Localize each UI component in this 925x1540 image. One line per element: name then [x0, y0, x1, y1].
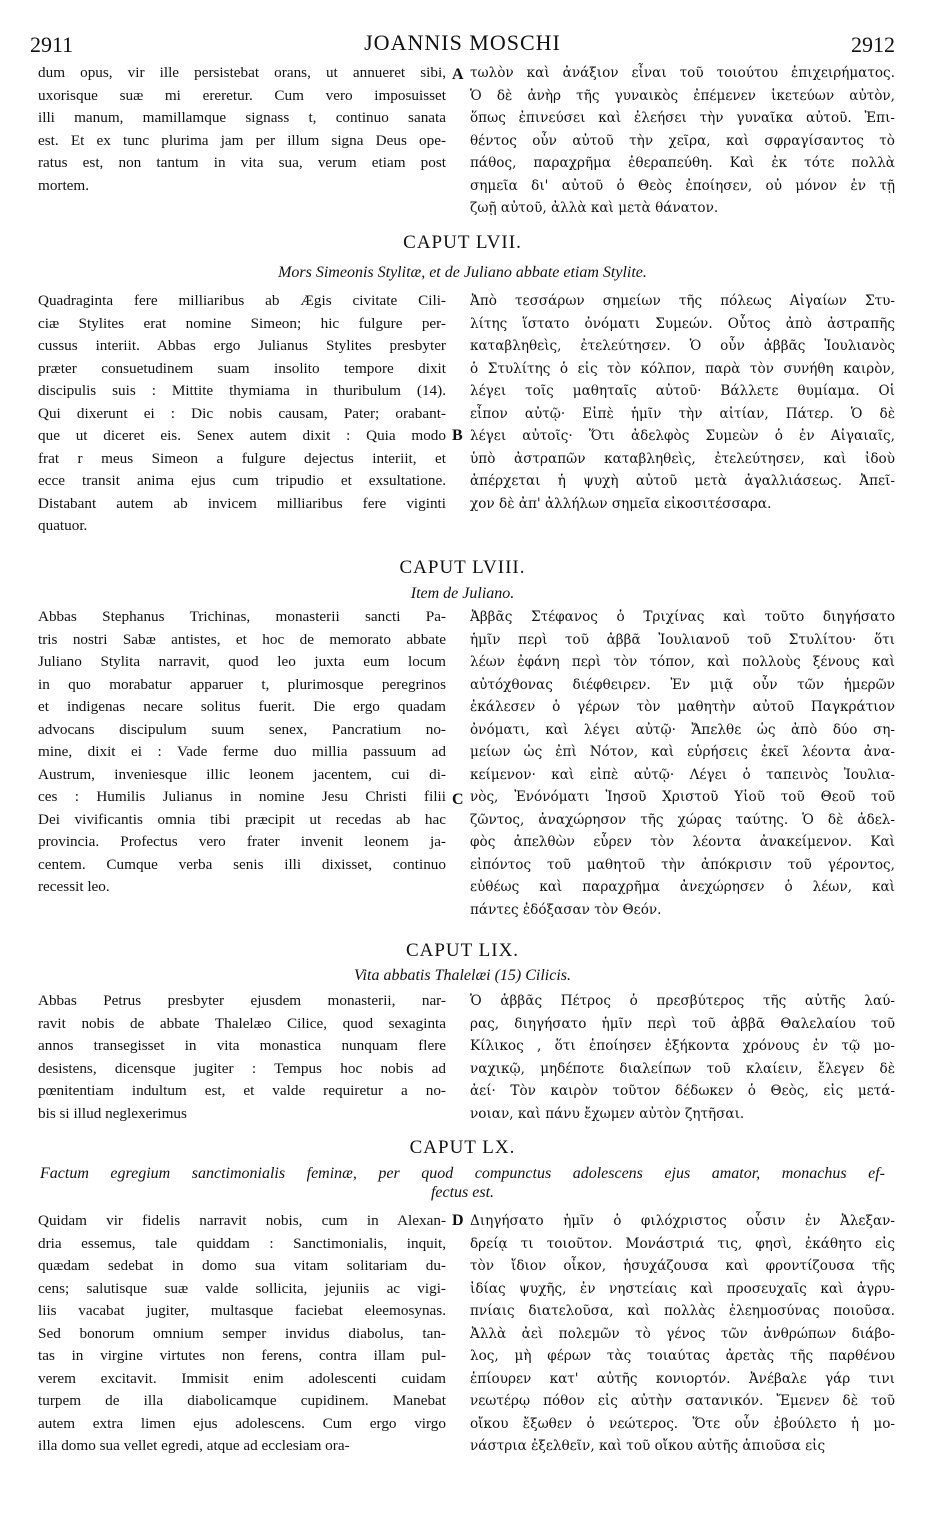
text-line: Austrum, inveniesque illic leonem jacentem, cui di- [38, 765, 446, 783]
text-line: ναχικῷ, μηδέποτε διαλείπων τοῦ κλαίειν, ἔλεγεν δὲ [470, 1060, 895, 1077]
text-line: σημεῖα δι' αὐτοῦ ὁ Θεὸς ἐποίησεν, οὐ μόνον ἐν τῇ [470, 177, 895, 194]
text-line: Διηγήσατο ἡμῖν ὁ φιλόχριστος οὗσιν ἐν Ἀλεξαν- [470, 1213, 895, 1229]
text-line: πάθος, παραχρῆμα ἐθεραπεύθη. Καὶ ἐκ τότε πολλὰ [470, 155, 895, 171]
text-line: νεωτέρῳ πόθον εἰς αὐτὴν σατανικόν. Ἔμενεν δὲ τοῦ [470, 1393, 895, 1409]
text-line: πάντες ἐδόξασαν τὸν Θεόν. [470, 901, 662, 918]
text-line: cussus interiit. Abbas ergo Julianus Stylites presbyter [38, 337, 446, 354]
right-page-number: 2912 [851, 32, 895, 57]
text-line: εὐθέως καὶ παραχρῆμα ἀνεχώρησεν ὁ λέων, καὶ [470, 879, 895, 895]
text-line: ratus est, non tantum in vita sua, verum etiam post [38, 154, 446, 171]
text-line: λέγει αὐτοῖς· Ὅτι ἀδελφὸς Συμεὼν ὁ ἐν Αἰγαιαῖς, [470, 428, 895, 444]
caput-60-subtitle-line-1: Factum egregium sanctimonialis feminæ, per quod compunctus adolescens ejus amator, monachus ef- [40, 1165, 885, 1182]
text-line: Abbas Stephanus Trichinas, monasterii sancti Pa- [38, 608, 446, 625]
text-line: in quo morabatur apparuer t, plurimosque peregrinos [38, 675, 446, 693]
caput-59-heading: CAPUT LIX. [405, 940, 520, 961]
running-header [0, 0, 925, 60]
text-line: bis si illud neglexerimus [38, 1104, 187, 1122]
latin-column [38, 62, 446, 197]
text-line: autem extra limen ejus adolescens. Cum ergo virgo [38, 1414, 446, 1432]
text-line: cens; salutisque suæ valde sollicita, jejuniis ac vigi- [38, 1279, 446, 1297]
text-line: Quadraginta fere milliaribus ab Ægis civitate Cili- [38, 292, 446, 309]
text-line: ρας, διηγήσατο ἡμῖν περὶ τοῦ ἀββᾶ Θαλελαίου τοῦ [470, 1015, 895, 1032]
text-line: νάστρια ἐξελθεῖν, καὶ τοῦ οἴκου αὐτῆς ἀπιοῦσα εἰς [470, 1438, 826, 1454]
text-line: Qui dixerunt ei : Dic nobis causam, Pater; orabant- [38, 404, 446, 422]
text-line: centem. Cumque verba senis illi dixisset, continuo [38, 855, 446, 873]
text-line: Juliano Stylita narravit, quod leo juxta eum locum [38, 653, 446, 670]
text-line: quatuor. [38, 517, 88, 534]
margin-marker-a: A [452, 66, 464, 83]
text-line: Κίλικος , ὅτι ἐποίησεν ἑξήκοντα χρόνους ἐν τῷ μο- [470, 1038, 895, 1054]
text-line: ἡμῖν περὶ τοῦ ἀββᾶ Ἰουλιανοῦ τοῦ Στυλίτου· ὅτι [470, 631, 895, 648]
text-line: δρείᾳ τι τοιοῦτον. Μονάστριά τις, φησὶ, ἐκάθητο εἰς [470, 1235, 895, 1252]
margin-marker-b: B [452, 427, 463, 444]
text-line: illi manum, mamillamque signass t, continuo sanata [38, 109, 446, 126]
text-line: Quidam vir fidelis narravit nobis, cum in Alexan- [38, 1212, 446, 1229]
caput-58-subtitle: Item de Juliano. [410, 585, 515, 602]
text-line: εἶπον αὐτῷ· Εἰπὲ ἡμῖν τὴν αἰτίαν, Πάτερ. Ὁ δὲ [470, 405, 895, 422]
text-line: λίτης ἵστατο ὀνόματι Συμεών. Οὗτος ἀπὸ ἀστραπῆς [470, 315, 895, 332]
text-line: φὸς ἀπελθὼν εὗρεν τὸν λέοντα ἀνακείμενον. Καὶ [470, 834, 895, 850]
text-line: recessit leo. [38, 878, 110, 895]
text-line: mortem. [38, 176, 90, 194]
latin-column [38, 290, 446, 538]
text-line: præter consuetudinem suam insolito tempore dixit [38, 359, 446, 377]
text-line: Ὁ ἀββᾶς Πέτρος ὁ πρεσβύτερος τῆς αὐτῆς λαύ- [470, 993, 895, 1009]
text-line: illa domo sua vellet egredi, atque ad ecclesiam ora- [38, 1437, 350, 1454]
text-line: οἴκου ἔξωθεν ὁ νεώτερος. Ὅτε οὖν ἐβούλετο ἡ μο- [470, 1415, 895, 1432]
text-line: ravit nobis de abbate Thalelæo Cilice, quod sexaginta [38, 1014, 446, 1032]
greek-column [470, 1210, 895, 1458]
caput-60-heading: CAPUT LX. [409, 1137, 516, 1158]
text-line: quædam sedebat in domo sua vitam solitariam du- [38, 1257, 446, 1274]
latin-column [38, 606, 446, 899]
greek-column [470, 62, 895, 220]
text-line: ὀνόματι, καὶ λέγει αὐτῷ· Ἄπελθε ὡς ἀπὸ δύο ση- [470, 721, 895, 738]
margin-marker-c: C [452, 791, 464, 808]
text-line: ciæ Stylites erat nomine Simeon; hic fulgure per- [38, 314, 446, 332]
text-line: est. Et ex tunc plurima jam per illum signa Deus ope- [38, 131, 446, 149]
left-page-number: 2911 [30, 32, 74, 57]
text-line: pœnitentiam indultum est, et valde requiretur a no- [38, 1082, 446, 1099]
text-line: τωλὸν καὶ ἀνάξιον εἶναι τοῦ τοιούτου ἐπιχειρήματος. [470, 65, 895, 81]
text-line: Ἀπὸ τεσσάρων σημείων τῆς πόλεως Αἰγαίων Στυ- [470, 293, 895, 309]
greek-column [470, 606, 895, 921]
text-line: αὐτόχθονας διέφθειρεν. Ἐν μιᾷ οὖν τῶν ἡμερῶν [470, 676, 895, 693]
greek-column [470, 290, 895, 515]
text-line: Dei vivificantis omnia tibi præcipit ut recedas ab hac [38, 810, 446, 828]
text-line: ἐκάλεσεν ὁ γέρων τὸν μαθητὴν αὐτοῦ Παγκράτιον [470, 699, 895, 715]
text-line: ὁ Στυλίτης ὁ εἰς τὸν κόλπον, παρὰ τὸν συνήθη καιρὸν, [470, 360, 895, 377]
text-line: discipulis suis : Mittite thymiama in thuribulum (14). [38, 382, 446, 399]
caput-60-subtitle [40, 1164, 885, 1202]
caput-60-subtitle-line-2: fectus est. [430, 1184, 495, 1201]
running-title: JOANNIS MOSCHI [364, 30, 561, 55]
text-line: mine, dixit ei : Vade ferme duo millia passuum ad [38, 743, 446, 760]
text-line: ζῶντος, ἀναχώρησον τῆς χώρας ταύτης. Ὁ δὲ ἀδελ- [470, 811, 895, 828]
text-line: verem excitavit. Immisit enim adolescenti cuidam [38, 1369, 446, 1387]
text-line: Ἀββᾶς Στέφανος ὁ Τριχίνας καὶ τοῦτο διηγήσατο [470, 609, 895, 625]
text-line: annos transegisset in vita monastica nunquam flere [38, 1037, 446, 1054]
text-line: μείων ὡς ἐπὶ Νότον, καὶ εὑρήσεις ἐκεῖ λέοντα ἀνα- [470, 744, 895, 760]
text-line: que ut diceret eis. Senex autem dixit : Quia modo [38, 427, 446, 444]
text-line: tris nostri Sabæ antistes, et hoc de memorato abbate [38, 630, 446, 648]
latin-column [38, 990, 446, 1125]
text-line: Distabant autem ab invicem milliaribus fere viginti [38, 494, 446, 512]
text-line: et indigenas necare solitus fuerit. Die ergo quadam [38, 698, 446, 715]
text-line: θέντος οὖν αὐτοῦ τὴν χεῖρα, καὶ σφραγίσαντος τὸ [470, 132, 895, 149]
text-line: uxorisque suæ mi ereretur. Cum vero imposuisset [38, 86, 446, 104]
text-line: ecce transit anima ejus cum tripudio et exsultatione. [38, 472, 446, 489]
text-line: ὑπὸ ἀστραπῶν καταβληθεὶς, ἐτελεύτησεν, καὶ ἰδοὺ [470, 450, 895, 467]
text-line: λέγει τοῖς μαθηταῖς αὐτοῦ· Βάλλετε θυμίαμα. Οἱ [470, 383, 895, 399]
text-line: Ἀλλὰ ἀεὶ πολεμῶν τὸ γένος τῶν ἀνθρώπων διάβο- [470, 1325, 895, 1342]
text-line: τὸν ἴδιον οἶκον, ἡσυχάζουσα καὶ φροντίζουσα τῆς [470, 1258, 895, 1274]
text-line: καταβληθεὶς, ἐτελεύτησεν. Ὁ οὖν ἀββᾶς Ἰουλιανὸς [470, 338, 895, 354]
greek-column [470, 990, 895, 1125]
text-line: χον δὲ ἀπ' ἀλλήλων σημεῖα εἰκοσιτέσσαρα. [470, 495, 772, 512]
caput-58-heading: CAPUT LVIII. [399, 557, 526, 578]
text-line: Abbas Petrus presbyter ejusdem monasterii, nar- [38, 992, 446, 1009]
text-line: dria essemus, tale quiddam : Sanctimonialis, inquit, [38, 1234, 446, 1252]
text-line: λος, μὴ φέρων τὰς τοιαύτας ἀρετὰς τῆς παρθένου [470, 1348, 895, 1364]
text-line: ἐπίουρεν κατ' αὐτῆς κονιορτόν. Ἀνέβαλε γάρ τινι [470, 1370, 895, 1387]
text-line: λέων ἐφάνη περὶ τὸν τόπον, καὶ πολλοὺς ξένους καὶ [470, 654, 895, 670]
text-line: ἀεί· Τὸν καιρὸν τοῦτον δέδωκεν ὁ Θεὸς, εἰς μετά- [470, 1083, 895, 1099]
text-line: ἰδίας ψυχῆς, ἐν νηστείαις καὶ προσευχαῖς καὶ ἀγρυ- [470, 1280, 895, 1297]
text-line: Ὁ δὲ ἀνὴρ τῆς γυναικὸς ἐπέμενεν ἱκετεύων αὐτὸν, [470, 87, 895, 104]
text-line: desistens, dicensque jugiter : Tempus hoc nobis ad [38, 1059, 446, 1077]
text-line: ζωῇ αὐτοῦ, ἀλλὰ καὶ μετὰ θάνατον. [470, 200, 719, 216]
text-line: frat r meus Simeon a fulgure dejectus interiit, et [38, 449, 446, 467]
text-line: turpem de illa diabolicamque cupidinem. Manebat [38, 1392, 446, 1409]
text-line: ces : Humilis Julianus in nomine Jesu Christi filii [38, 788, 446, 805]
margin-marker-d: D [452, 1212, 464, 1229]
caput-59-subtitle: Vita abbatis Thalelæi (15) Cilicis. [353, 967, 572, 984]
text-line: Sed bonorum omnium semper invidus diabolus, tan- [38, 1324, 446, 1342]
text-line: advocans discipulum suum senex, Pancratium no- [38, 720, 446, 738]
text-line: νὸς, Ἐνόνόματι Ἰησοῦ Χριστοῦ Υἱοῦ τοῦ Θεοῦ τοῦ [470, 789, 895, 805]
text-line: κείμενον· καὶ εἰπὲ αὐτῷ· Λέγει ὁ ταπεινὸς Ἰουλια- [470, 766, 895, 783]
text-line: dum opus, vir ille persistebat orans, ut annueret sibi, [38, 64, 446, 81]
text-line: provincia. Profectus vero frater invenit leonem ja- [38, 833, 446, 850]
caput-57-heading: CAPUT LVII. [403, 232, 522, 253]
text-line: εἰπόντος τοῦ μαθητοῦ τὴν ἀπόκρισιν τοῦ γέροντος, [470, 856, 895, 873]
text-line: tas in virgine virtutes non ferens, contra illam pul- [38, 1347, 446, 1364]
text-line: πνίαις διατελοῦσα, καὶ πολλὰς ἐλεημοσύνας ποιοῦσα. [470, 1303, 895, 1319]
caput-57-subtitle: Mors Simeonis Stylitæ, et de Juliano abbate etiam Stylite. [278, 264, 647, 281]
text-line: ὅπως ἐπινεύσει καὶ ἐλεήσει τὴν γυναῖκα αὐτοῦ. Ἐπι- [470, 110, 895, 126]
text-line: liis vacabat jugiter, multasque faciebat eleemosynas. [38, 1302, 446, 1319]
text-line: ἀπέρχεται ἡ ψυχὴ αὐτοῦ μετὰ ἀγαλλιάσεως. Ἀπεῖ- [470, 473, 895, 489]
text-line: νοιαν, καὶ πάνυ ἔχωμεν αὐτὸν ζητῆσαι. [470, 1105, 745, 1122]
latin-column [38, 1210, 446, 1458]
